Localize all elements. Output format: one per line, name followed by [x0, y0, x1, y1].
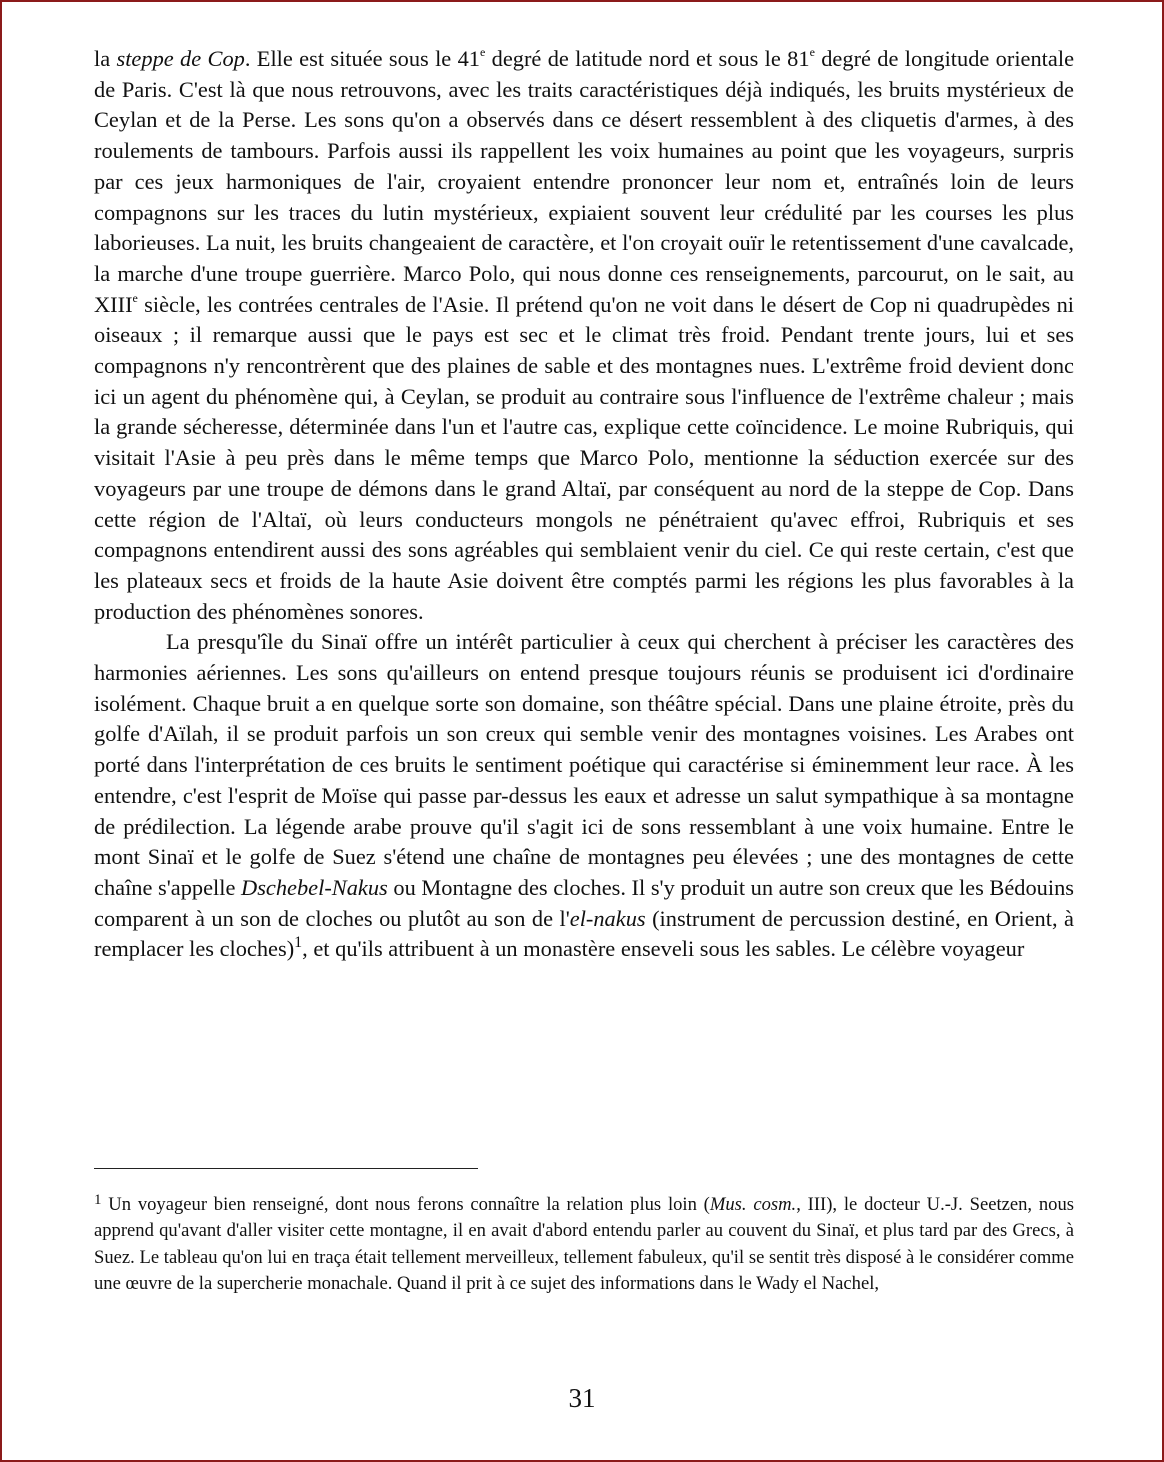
text-run: Un voyageur bien renseigné, dont nous ferons connaître la relation plus loin (: [101, 1194, 710, 1215]
body-text: [94, 44, 1074, 965]
text-run: la: [94, 46, 117, 71]
text-run: , et qu'ils attribuent à un monastère enseveli sous les sables. Le célèbre voyageur: [302, 936, 1025, 962]
text-run: . Elle est située sous le 41: [244, 46, 480, 71]
paragraph-2: [94, 627, 1074, 965]
italic-term: Mus. cosm.: [709, 1194, 797, 1215]
text-run: La presqu'île du Sinaï offre un intérêt particulier à ceux qui cherchent à préciser les caractères des harmonies aériennes. Les sons qu'ailleurs on entend presque toujours réunis se produisent ici d'ordinaire isolément. Chaque bruit a en quelque sorte son domaine, son théâtre spécial. Dans une plaine étroite, près du golfe d'Aïlah, il se produit parfois un son creux qui semble venir des montagnes voisines. Les Arabes ont porté dans l'interprétation de ces bruits le sentiment poétique qui caractérise si éminemment leur race. À les entendre, c'est l'esprit de Moïse qui passe par-dessus les eaux et adresse un salut sympathique à sa montagne de prédilection. La légende arabe prouve qu'il s'agit ici de sons ressemblant à une voix humaine. Entre le mont Sinaï et le golfe de Suez s'étend une chaîne de montagnes peu élevées ; une des montagnes de cette chaîne s'appelle: [94, 629, 1074, 900]
footnote-marker: 1: [94, 1192, 102, 1208]
text-run: (instrument de percussion destiné, en Orient, à remplacer les cloches): [94, 905, 1074, 962]
text-run: siècle, les contrées centrales de l'Asie. Il prétend qu'on ne voit dans le désert de Cop ni quadrupèdes ni oiseaux ; il remarque aussi que le pays est sec et le climat très froid. Pendant trente jours, lui et ses compagnons n'y rencontrèrent que des plaines de sable et des montagnes nues. L'extrême froid devient donc ici un agent du phénomène qui, à Ceylan, se produit au contraire sous l'influence de l'extrême chaleur ; mais la grande sécheresse, déterminée dans l'un et l'autre cas, explique cette coïncidence. Le moine Rubriquis, qui visitait l'Asie à peu près dans le même temps que Marco Polo, mentionne la séduction exercée sur des voyageurs par une troupe de démons dans le grand Altaï, par conséquent au nord de la steppe de Cop. Dans cette région de l'Altaï, où leurs conducteurs mongols ne pénétraient qu'avec effroi, Rubriquis et ses compagnons entendirent aussi des sons agréables qui semblaient venir du ciel. Ce qui reste certain, c'est que les plateaux secs et froids de la haute Asie doivent être comptés parmi les régions les plus favorables à la production des phénomènes sonores.: [94, 291, 1074, 624]
italic-term: el-nakus: [569, 905, 646, 931]
italic-term: Dschebel-Nakus: [241, 874, 388, 900]
paragraph-1: [94, 44, 1074, 627]
footnote: [94, 1192, 1074, 1298]
text-run: degré de latitude nord et sous le 81: [485, 46, 810, 71]
ordinal-superscript: e: [809, 45, 815, 59]
text-run: ou Montagne des cloches. Il s'y produit un autre son creux que les Bédouins comparent à un son de cloches ou plutôt au son de l': [94, 874, 1075, 931]
text-run: degré de longitude orientale de Paris. C'est là que nous retrouvons, avec les traits caractéristiques déjà indiqués, les bruits mystérieux de Ceylan et de la Perse. Les sons qu'on a observés dans ce désert ressemblent à des cliquetis d'armes, à des roulements de tambours. Parfois aussi ils rappellent les voix humaines au point que les voyageurs, surpris par ces jeux harmoniques de l'air, croyaient entendre prononcer leur nom et, entraînés loin de leurs compagnons sur les traces du lutin mystérieux, expiaient souvent leur crédulité par les courses les plus laborieuses. La nuit, les bruits changeaient de caractère, et l'on croyait ouïr le retentissement d'une cavalcade, la marche d'une troupe guerrière. Marco Polo, qui nous donne ces renseignements, parcourut, on le sait, au XIII: [94, 46, 1075, 317]
footnote-reference[interactable]: 1: [294, 934, 303, 952]
italic-term: steppe de Cop: [116, 46, 245, 71]
ordinal-superscript: e: [479, 45, 486, 59]
page-number: 31: [568, 1383, 596, 1413]
ordinal-superscript: e: [132, 290, 138, 305]
footnote-separator: [94, 1168, 478, 1169]
main-text: [94, 44, 1074, 965]
text-run: , III), le docteur U.-J. Seetzen, nous apprend qu'avant d'aller visiter cette montagne, il en avait d'abord entendu parler au couvent du Sinaï, et plus tard par des Grecs, à Suez. Le tableau qu'on lui en traça était tellement merveilleux, tellement fabuleux, qu'il se sentit très disposé à le considérer comme une œuvre de la supercherie monachale. Quand il prit à ce sujet des informations dans le Wady el Nachel,: [94, 1194, 1075, 1295]
